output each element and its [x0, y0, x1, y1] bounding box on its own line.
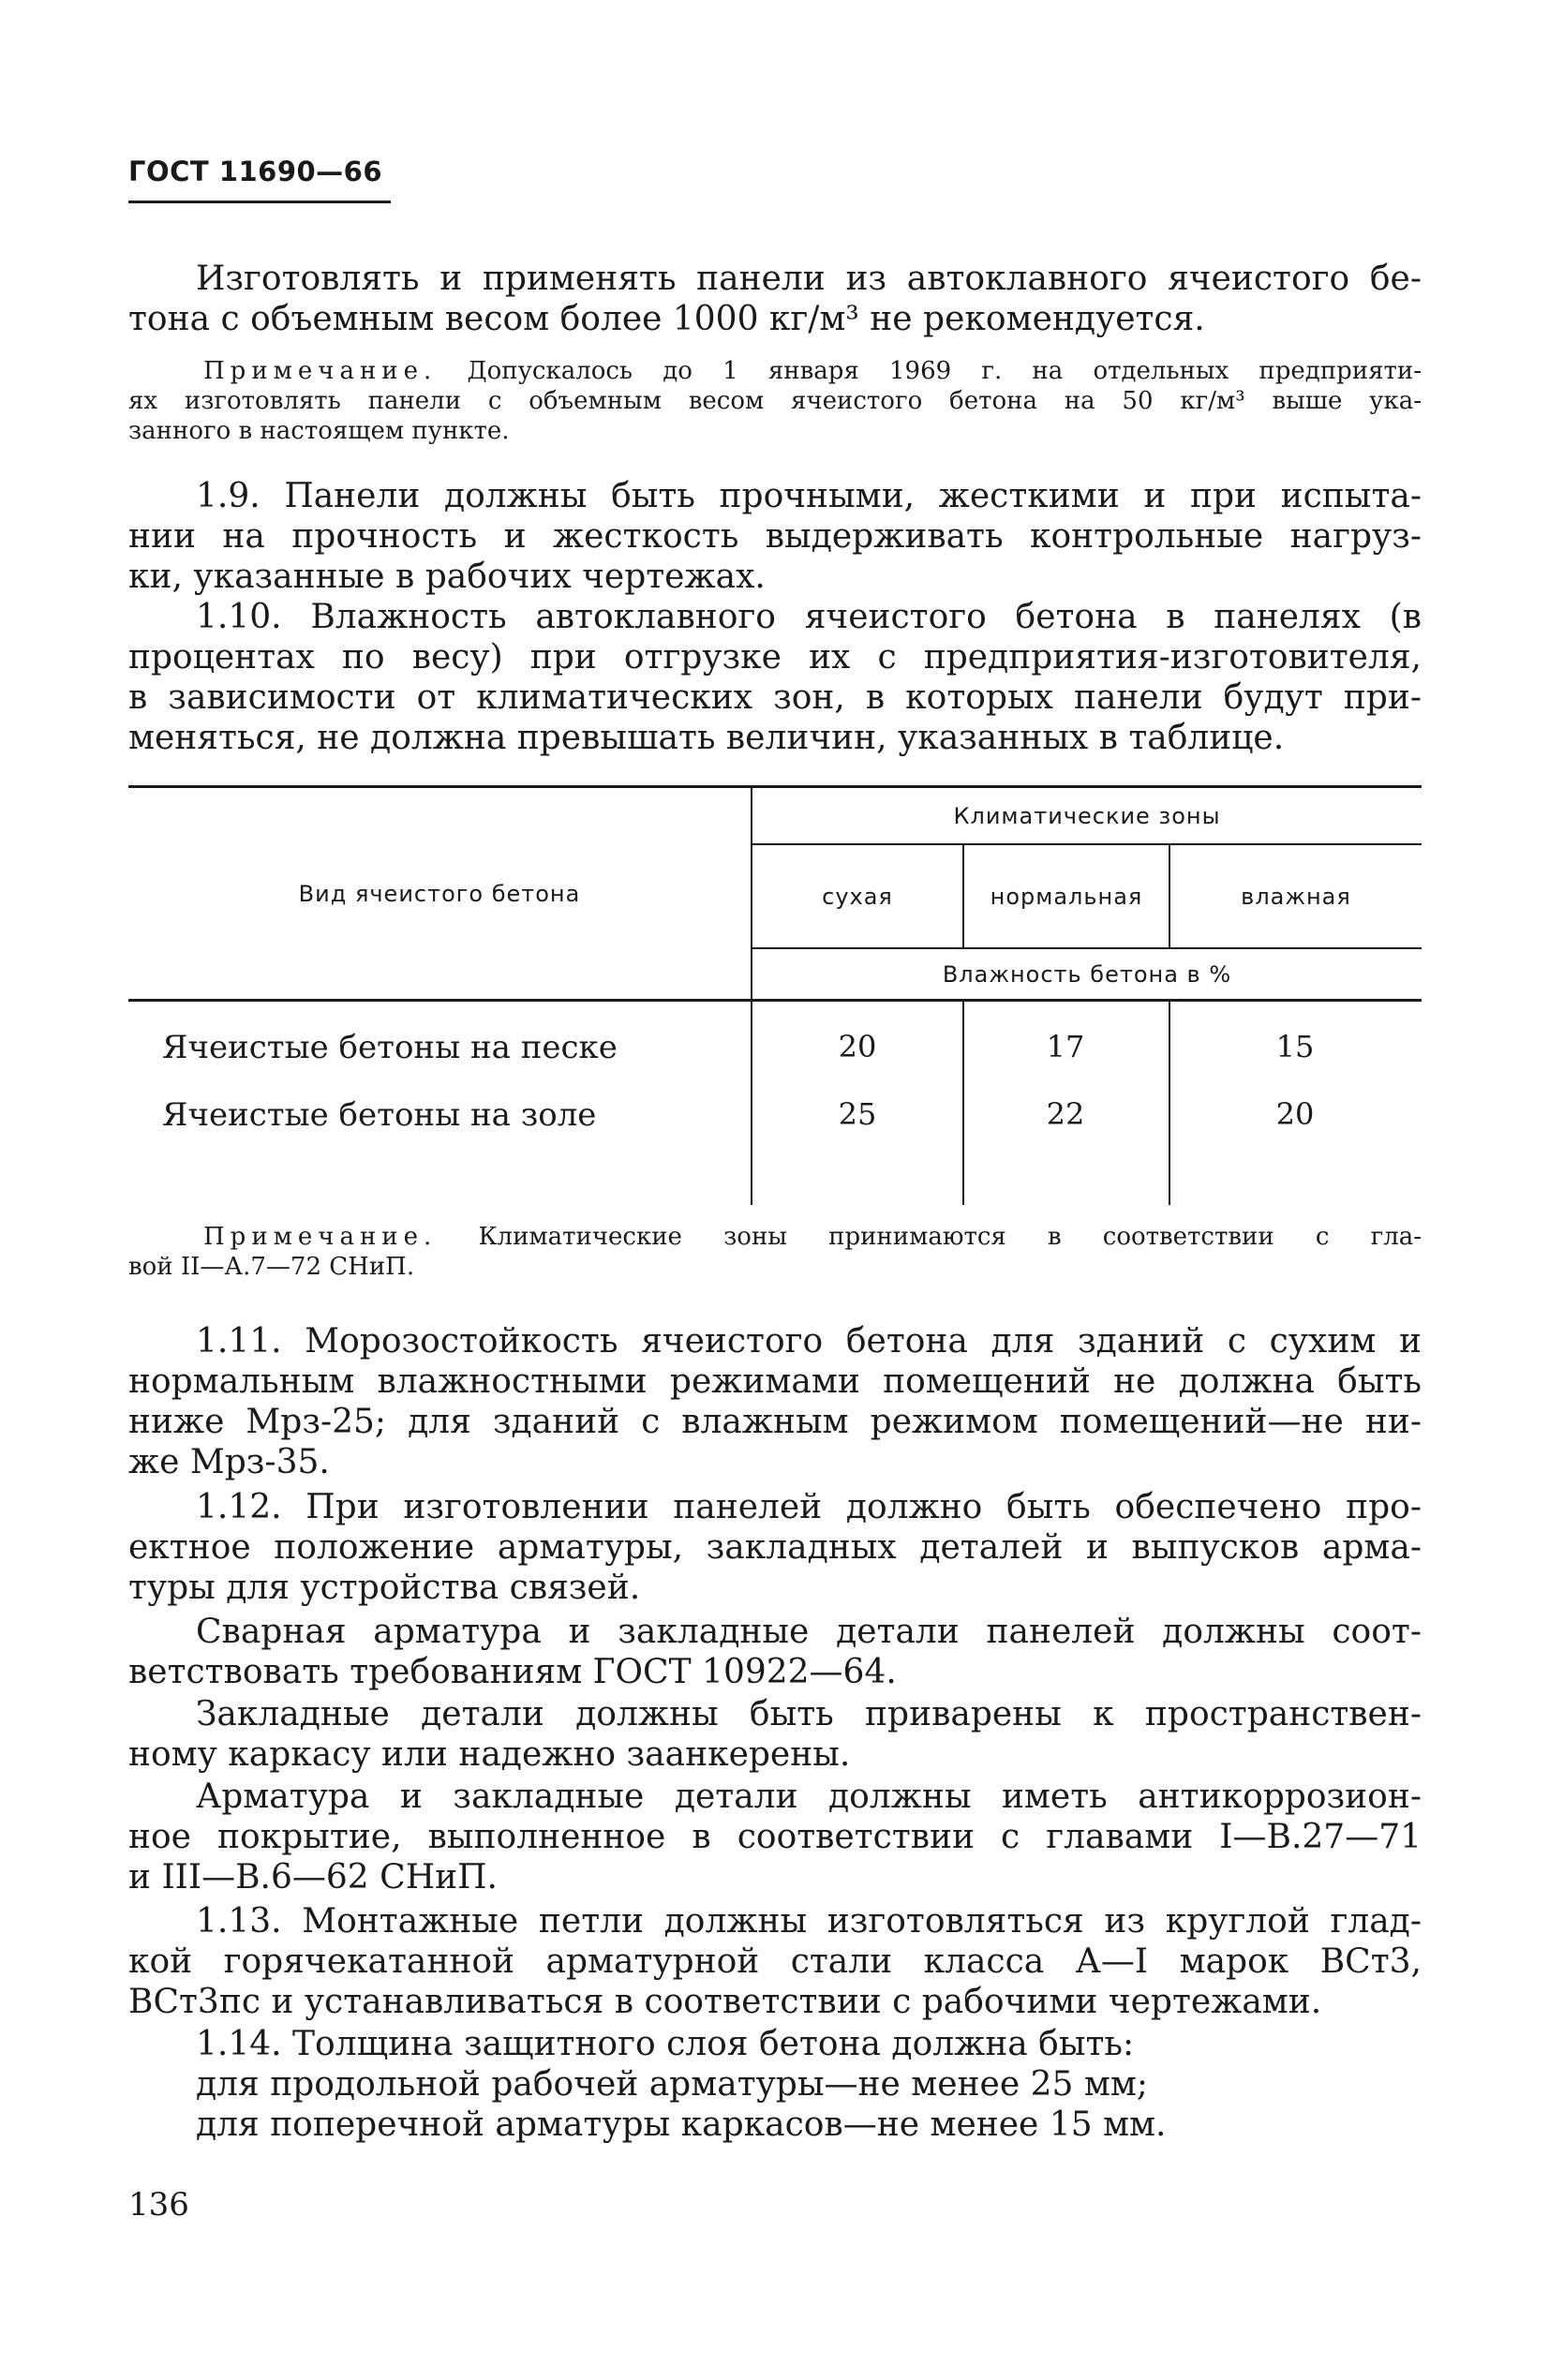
text-line: Арматура и закладные детали должны иметь антикоррозион- — [196, 1778, 1422, 1816]
text-line: ки, указанные в рабочих чертежах. — [128, 558, 766, 596]
page-number: 136 — [128, 2186, 189, 2224]
text-line — [128, 356, 1422, 386]
note-2 — [128, 1222, 1422, 1282]
text-line: тона с объемным весом более 1000 кг/м³ не рекомендуется. — [128, 300, 1205, 338]
paragraph-1-14 — [128, 2024, 1422, 2145]
paragraph-1-11 — [128, 1321, 1422, 1482]
text-line: нии на прочность и жесткость выдерживать контрольные нагруз- — [128, 517, 1422, 556]
text-line: для продольной рабочей арматуры—не менее 25 мм; — [196, 2065, 1148, 2104]
text-line: Изготовлять и применять панели из автоклавного ячеистого бе- — [196, 260, 1422, 298]
text-line: и III—В.6—62 СНиП. — [128, 1858, 498, 1897]
note-label: Примечание. — [203, 357, 438, 385]
header-zone-normal: нормальная — [990, 883, 1143, 910]
note-text: Допускалось до 1 января 1969 г. на отдельных предприяти- — [467, 357, 1422, 385]
note-label: Примечание. — [203, 1223, 438, 1251]
paragraph-1-12 — [128, 1487, 1422, 1608]
note-1 — [128, 356, 1422, 446]
row-label-ash: Ячеистые бетоны на золе — [162, 1096, 597, 1134]
text-line — [128, 1222, 1422, 1252]
col-divider-3-body — [1169, 1002, 1170, 1205]
paragraph-1-10 — [128, 597, 1422, 758]
paragraph-intro — [128, 259, 1422, 339]
text-line: 1.14. Толщина защитного слоя бетона должна быть: — [196, 2025, 1135, 2063]
header-zone-wet: влажная — [1241, 883, 1351, 910]
paragraph-coating — [128, 1777, 1422, 1897]
header-bottom-rule — [128, 999, 1422, 1002]
text-line: 1.12. При изготовлении панелей должно быть обеспечено про- — [196, 1488, 1422, 1526]
text-line: ное покрытие, выполненное в соответствии с главами I—В.27—71 — [128, 1818, 1422, 1856]
text-line: же Мрз-35. — [128, 1443, 330, 1481]
text-line: 1.9. Панели должны быть прочными, жесткими и при испыта- — [196, 477, 1422, 515]
note-text: Климатические зоны принимаются в соответствии с гла- — [478, 1223, 1422, 1251]
header-zone-dry: сухая — [822, 883, 893, 910]
text-line: занного в настоящем пункте. — [128, 417, 510, 445]
text-line: ному каркасу или надежно заанкерены. — [128, 1735, 851, 1774]
cell-ash-dry: 25 — [838, 1096, 877, 1132]
text-line: в зависимости от климатических зон, в которых панели будут при- — [128, 678, 1422, 717]
cell-sand-dry: 20 — [838, 1029, 877, 1064]
header-climate-zones: Климатические зоны — [953, 802, 1221, 829]
text-line: Закладные детали должны быть приварены к пространствен- — [196, 1695, 1422, 1733]
text-line: ВСт3пс и устанавливаться в соответствии с рабочими чертежами. — [128, 1983, 1322, 2021]
paragraph-embedded-parts — [128, 1694, 1422, 1775]
text-line: кой горячекатанной арматурной стали класса А—I марок ВСт3, — [128, 1942, 1422, 1981]
text-line: 1.11. Морозостойкость ячеистого бетона для зданий с сухим и — [196, 1322, 1422, 1361]
text-line: вой II—А.7—72 СНиП. — [128, 1253, 415, 1281]
header-rule — [128, 201, 391, 203]
paragraph-1-13 — [128, 1901, 1422, 2022]
text-line: меняться, не должна превышать величин, указанных в таблице. — [128, 719, 1285, 757]
text-line: Сварная арматура и закладные детали панелей должны соот- — [196, 1613, 1422, 1651]
humidity-table — [128, 785, 1422, 1205]
text-line: 1.13. Монтажные петли должны изготовляться из круглой глад- — [196, 1902, 1422, 1941]
text-line: ниже Мрз-25; для зданий с влажным режимом помещений—не ни- — [128, 1403, 1422, 1441]
cell-sand-wet: 15 — [1275, 1029, 1315, 1064]
paragraph-welding — [128, 1612, 1422, 1692]
cell-sand-normal: 17 — [1046, 1029, 1085, 1064]
cell-ash-wet: 20 — [1275, 1096, 1315, 1132]
text-line: нормальным влажностными режимами помещений не должна быть — [128, 1362, 1422, 1401]
paragraph-1-9 — [128, 476, 1422, 597]
col-divider-2-body — [962, 1002, 964, 1205]
text-line: ях изготовлять панели с объемным весом ячеистого бетона на 50 кг/м³ выше ука- — [128, 387, 1422, 415]
document-header: ГОСТ 11690—66 — [128, 156, 383, 187]
text-line: ектное положение арматуры, закладных деталей и выпусков арма- — [128, 1528, 1422, 1567]
header-concrete-type: Вид ячеистого бетона — [298, 880, 581, 907]
cell-ash-normal: 22 — [1046, 1096, 1085, 1132]
text-line: ветствовать требованиям ГОСТ 10922—64. — [128, 1653, 897, 1691]
row-label-sand: Ячеистые бетоны на песке — [162, 1029, 618, 1066]
text-line: процентах по весу) при отгрузке их с предприятия-изготовителя, — [128, 638, 1422, 677]
header-humidity-unit: Влажность бетона в % — [942, 960, 1232, 988]
text-line: туры для устройства связей. — [128, 1569, 641, 1607]
text-line: 1.10. Влажность автоклавного ячеистого бетона в панелях (в — [196, 598, 1422, 636]
text-line: для поперечной арматуры каркасов—не менее 15 мм. — [196, 2105, 1167, 2144]
